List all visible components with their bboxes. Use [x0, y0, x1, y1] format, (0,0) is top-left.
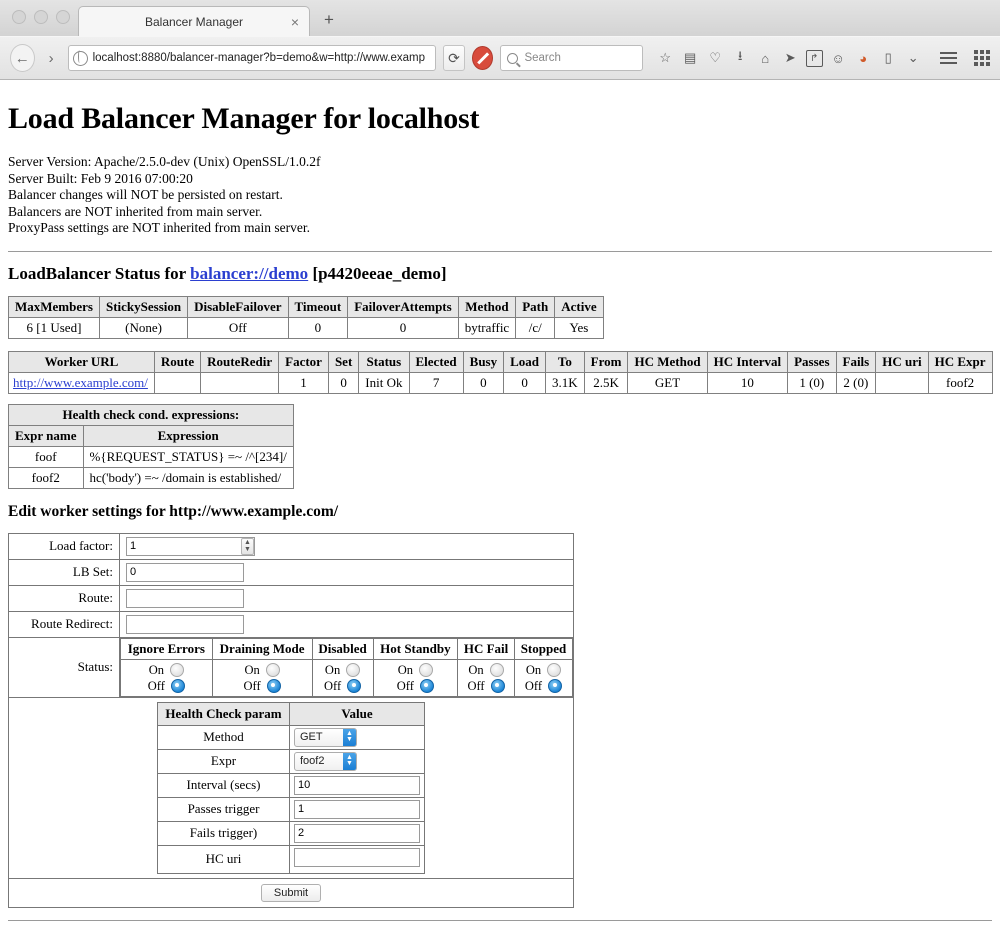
toolbar-icons — [656, 48, 923, 68]
hc-param-interval-cell — [290, 773, 425, 797]
table-caption-row — [9, 404, 294, 425]
radio-button[interactable] — [171, 679, 185, 693]
hc-expr-value: foof2 — [300, 755, 325, 767]
cell-load: 0 — [504, 372, 546, 393]
disabled-off[interactable] — [317, 678, 369, 694]
form-row-health-check — [9, 697, 574, 878]
hc-param-fails-label: Fails trigger) — [158, 821, 290, 845]
load-factor-input[interactable]: 1 — [126, 537, 255, 556]
col-disabled: Disabled — [312, 638, 373, 659]
radio-on-label: On — [525, 662, 542, 677]
table-header-row — [121, 638, 573, 659]
col-factor: Factor — [279, 351, 329, 372]
health-check-cell — [9, 697, 574, 878]
star-icon[interactable]: ☆ — [659, 50, 672, 65]
reader-icon[interactable]: ▤ — [684, 50, 697, 65]
radio-off-label: Off — [396, 678, 414, 693]
ignore-errors-off[interactable] — [125, 678, 208, 694]
radio-button[interactable] — [547, 663, 561, 677]
new-tab-button[interactable]: + — [324, 10, 334, 29]
hc-fails-input[interactable]: 2 — [294, 824, 420, 843]
addon-icon[interactable]: ◕ — [859, 50, 868, 66]
col-draining-mode: Draining Mode — [212, 638, 312, 659]
radio-button[interactable] — [491, 679, 505, 693]
col-expr-name: Expr name — [9, 425, 84, 446]
form-row-route — [9, 585, 574, 611]
cell-factor: 1 — [279, 372, 329, 393]
ignore-errors-on[interactable] — [125, 662, 208, 678]
table-header-row — [9, 351, 993, 372]
stopped-off[interactable] — [519, 678, 568, 694]
table-row — [9, 317, 604, 338]
cell-set: 0 — [328, 372, 358, 393]
hc-param-uri-cell — [290, 845, 425, 873]
radio-on-label: On — [397, 662, 413, 677]
status-cell-stopped — [514, 659, 572, 696]
radio-on-label: On — [468, 662, 484, 677]
forward-icon[interactable]: › — [48, 49, 54, 67]
window-controls[interactable] — [12, 10, 70, 24]
table-row — [9, 467, 294, 488]
close-window-button[interactable] — [12, 10, 26, 24]
status-options-table — [120, 638, 573, 697]
route-redirect-label: Route Redirect: — [9, 611, 120, 637]
radio-button[interactable] — [346, 663, 360, 677]
table-row — [9, 446, 294, 467]
download-icon[interactable]: ⭳ — [737, 48, 743, 63]
col-status: Status — [359, 351, 409, 372]
col-expression: Expression — [83, 425, 293, 446]
radio-off-label: Off — [147, 678, 165, 693]
hc-param-method-cell — [290, 725, 425, 749]
radio-button[interactable] — [347, 679, 361, 693]
cell-fails: 2 (0) — [836, 372, 876, 393]
cell-expression: hc('body') =~ /domain is established/ — [83, 467, 293, 488]
cell-hc-interval: 10 — [707, 372, 788, 393]
radio-on-label: On — [148, 662, 164, 677]
col-fails: Fails — [836, 351, 876, 372]
menu-icon[interactable] — [940, 52, 957, 64]
col-set: Set — [328, 351, 358, 372]
cell-maxmembers: 6 [1 Used] — [9, 317, 100, 338]
status-cell-draining-mode — [212, 659, 312, 696]
hc-fail-on[interactable] — [462, 662, 510, 678]
health-check-expressions-table — [8, 404, 294, 489]
table-row — [158, 749, 425, 773]
browser-chrome — [0, 0, 1000, 80]
status-cell — [120, 637, 574, 697]
stopped-on[interactable] — [519, 662, 568, 678]
server-built: Server Built: Feb 9 2016 07:00:20 — [8, 170, 193, 186]
cell-disablefailover: Off — [188, 317, 288, 338]
page-title: Load Balancer Manager for localhost — [8, 102, 480, 135]
cell-busy: 0 — [463, 372, 503, 393]
block-content-icon[interactable] — [472, 46, 493, 70]
radio-button[interactable] — [490, 663, 504, 677]
close-icon[interactable]: × — [290, 13, 299, 30]
health-check-param-table — [157, 702, 425, 874]
status-cell-hot-standby — [373, 659, 458, 696]
balancer-link[interactable]: balancer://demo — [190, 263, 309, 283]
col-to: To — [546, 351, 585, 372]
maximize-window-button[interactable] — [56, 10, 70, 24]
minimize-window-button[interactable] — [34, 10, 48, 24]
radio-button[interactable] — [170, 663, 184, 677]
cell-expr-name: foof — [9, 446, 84, 467]
cell-to: 3.1K — [546, 372, 585, 393]
tab-balancer-manager[interactable] — [78, 6, 310, 36]
server-version: Server Version: Apache/2.5.0-dev (Unix) OpenSSL/1.0.2f — [8, 154, 321, 169]
hc-passes-input[interactable]: 1 — [294, 800, 420, 819]
hc-param-expr-label: Expr — [158, 749, 290, 773]
cell-hc-expr: foof2 — [928, 372, 992, 393]
battery-icon[interactable]: ▯ — [884, 50, 892, 65]
hc-expr-select[interactable] — [294, 752, 357, 771]
footer-divider — [8, 920, 992, 921]
divider — [8, 251, 992, 252]
home-icon[interactable]: ⌂ — [761, 50, 770, 66]
submit-button[interactable]: Submit — [261, 884, 321, 902]
lb-set-label: LB Set: — [9, 559, 120, 585]
route-label: Route: — [9, 585, 120, 611]
cell-worker-url[interactable] — [9, 372, 155, 393]
hot-standby-on[interactable] — [378, 662, 454, 678]
status-cell-disabled — [312, 659, 373, 696]
radio-off-label: Off — [323, 678, 342, 693]
disabled-on[interactable] — [317, 662, 369, 678]
cell-route — [154, 372, 200, 393]
hc-param-method-label: Method — [158, 725, 290, 749]
balancer-heading-prefix: LoadBalancer Status for — [8, 263, 191, 283]
hc-param-fails-cell — [290, 821, 425, 845]
hc-param-expr-cell — [290, 749, 425, 773]
col-hc-expr: HC Expr — [928, 351, 992, 372]
col-load: Load — [504, 351, 546, 372]
reload-icon[interactable]: ⟳ — [443, 45, 466, 71]
lb-set-cell — [120, 559, 574, 585]
col-hc-fail: HC Fail — [458, 638, 515, 659]
back-icon[interactable]: ← — [10, 44, 35, 72]
radio-on-label: On — [244, 662, 260, 677]
search-icon — [507, 53, 518, 64]
table-row — [158, 773, 425, 797]
load-factor-cell — [120, 533, 574, 559]
radio-off-label: Off — [467, 678, 485, 693]
table-row — [158, 797, 425, 821]
chevron-updown-icon: ▲ ▼ — [343, 729, 356, 746]
cell-passes: 1 (0) — [788, 372, 836, 393]
balancer-status-table — [8, 296, 604, 339]
inherit-note: Balancers are NOT inherited from main server. — [8, 203, 263, 219]
stepper-icon[interactable]: ▲ ▼ — [241, 538, 254, 555]
pocket-icon[interactable]: ↱ — [806, 50, 823, 67]
hc-uri-input[interactable] — [294, 848, 420, 867]
hc-fail-off[interactable] — [462, 678, 510, 694]
radio-button[interactable] — [548, 679, 562, 693]
send-icon[interactable]: ➤ — [784, 50, 796, 65]
col-passes: Passes — [788, 351, 836, 372]
globe-icon — [73, 51, 88, 66]
col-worker-url: Worker URL — [9, 351, 155, 372]
route-cell — [120, 585, 574, 611]
col-ignore-errors: Ignore Errors — [121, 638, 213, 659]
table-header-row — [158, 702, 425, 725]
load-factor-field-wrap — [126, 537, 255, 556]
col-routeredir: RouteRedir — [201, 351, 279, 372]
cell-status: Init Ok — [359, 372, 409, 393]
hc-method-select[interactable] — [294, 728, 357, 747]
load-factor-label: Load factor: — [9, 533, 120, 559]
col-timeout: Timeout — [288, 296, 348, 317]
table-row — [9, 372, 993, 393]
cell-stickysession: (None) — [99, 317, 187, 338]
radio-button[interactable] — [266, 663, 280, 677]
form-row-status — [9, 637, 574, 697]
chevron-updown-icon: ▲ ▼ — [343, 753, 356, 770]
cell-method: bytraffic — [458, 317, 516, 338]
tab-strip — [78, 0, 338, 36]
col-disablefailover: DisableFailover — [188, 296, 288, 317]
col-elected: Elected — [409, 351, 463, 372]
worker-url-link[interactable]: http://www.example.com/ — [13, 374, 148, 390]
cell-timeout: 0 — [288, 317, 348, 338]
col-hc-value: Value — [290, 702, 425, 725]
col-maxmembers: MaxMembers — [9, 296, 100, 317]
proxypass-note: ProxyPass settings are NOT inherited from main server. — [8, 220, 310, 235]
radio-button[interactable] — [420, 679, 434, 693]
cell-failoverattempts: 0 — [348, 317, 458, 338]
col-from: From — [584, 351, 628, 372]
worker-table — [8, 351, 993, 394]
hc-expr-caption: Health check cond. expressions: — [9, 404, 294, 425]
radio-button[interactable] — [267, 679, 281, 693]
form-row-load-factor — [9, 533, 574, 559]
cell-expr-name: foof2 — [9, 467, 84, 488]
form-row-submit — [9, 878, 574, 907]
cell-expression: %{REQUEST_STATUS} =~ /^[234]/ — [83, 446, 293, 467]
radio-off-label: Off — [243, 678, 261, 693]
radio-on-label: On — [324, 662, 341, 677]
col-busy: Busy — [463, 351, 503, 372]
radio-button[interactable] — [419, 663, 433, 677]
submit-cell — [9, 878, 574, 907]
col-stopped: Stopped — [514, 638, 572, 659]
shield-icon[interactable]: ♡ — [709, 50, 722, 65]
search-input[interactable] — [500, 45, 642, 71]
draining-mode-on[interactable] — [217, 662, 308, 678]
server-info — [8, 154, 992, 237]
edit-worker-heading: Edit worker settings for http://www.example.com/ — [8, 502, 339, 520]
address-bar[interactable] — [68, 45, 436, 71]
cell-path: /c/ — [516, 317, 555, 338]
table-row — [158, 725, 425, 749]
form-row-route-redirect — [9, 611, 574, 637]
url-text: localhost:8880/balancer-manager?b=demo&w=http://www.examp — [92, 52, 426, 64]
hc-param-interval-label: Interval (secs) — [158, 773, 290, 797]
chevron-down-icon[interactable]: ⌄ — [907, 50, 919, 65]
status-label: Status: — [9, 637, 120, 697]
col-path: Path — [516, 296, 555, 317]
hc-method-value: GET — [300, 731, 323, 743]
radio-off-label: Off — [524, 678, 543, 693]
route-redirect-input[interactable] — [126, 615, 244, 634]
table-row — [158, 845, 425, 873]
col-route: Route — [154, 351, 200, 372]
hc-param-passes-label: Passes trigger — [158, 797, 290, 821]
cell-active: Yes — [555, 317, 603, 338]
col-hc-param: Health Check param — [158, 702, 290, 725]
navigation-toolbar — [0, 36, 1000, 79]
hc-param-uri-label: HC uri — [158, 845, 290, 873]
col-hc-interval: HC Interval — [707, 351, 788, 372]
edit-worker-form — [8, 533, 574, 908]
table-header-row — [9, 425, 294, 446]
hc-param-passes-cell — [290, 797, 425, 821]
col-hc-uri: HC uri — [876, 351, 928, 372]
route-input[interactable] — [126, 589, 244, 608]
cell-hc-method: GET — [628, 372, 707, 393]
status-cell-ignore-errors — [121, 659, 213, 696]
table-header-row — [9, 296, 604, 317]
col-method: Method — [458, 296, 516, 317]
search-placeholder: Search — [524, 52, 561, 64]
draining-mode-off[interactable] — [217, 678, 308, 694]
persist-note: Balancer changes will NOT be persisted on restart. — [8, 187, 283, 202]
page-content — [0, 80, 1000, 929]
route-redirect-cell — [120, 611, 574, 637]
cell-elected: 7 — [409, 372, 463, 393]
balancer-heading-suffix: [p4420eeae_demo] — [308, 263, 447, 283]
cell-from: 2.5K — [584, 372, 628, 393]
cell-routeredir — [201, 372, 279, 393]
smiley-icon[interactable]: ☺ — [831, 50, 845, 66]
lb-set-input[interactable]: 0 — [126, 563, 244, 582]
hot-standby-off[interactable] — [378, 678, 454, 694]
title-bar — [0, 0, 1000, 36]
status-cell-hc-fail — [458, 659, 515, 696]
col-active: Active — [555, 296, 603, 317]
tab-title: Balancer Manager — [144, 14, 244, 29]
col-failoverattempts: FailoverAttempts — [348, 296, 458, 317]
cell-hc-uri — [876, 372, 928, 393]
col-stickysession: StickySession — [99, 296, 187, 317]
hc-interval-input[interactable]: 10 — [294, 776, 420, 795]
balancer-status-heading — [8, 264, 992, 284]
col-hc-method: HC Method — [628, 351, 707, 372]
table-row — [158, 821, 425, 845]
form-row-lb-set — [9, 559, 574, 585]
status-radio-row — [121, 659, 573, 696]
apps-grid-icon[interactable] — [974, 50, 990, 66]
col-hot-standby: Hot Standby — [373, 638, 458, 659]
